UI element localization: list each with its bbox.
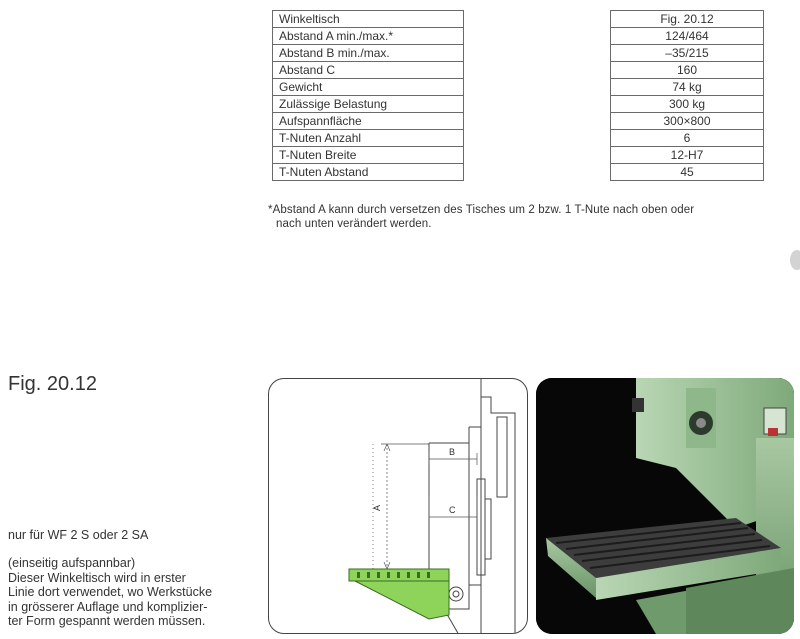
footnote: [268, 203, 788, 231]
page-edge-mark: [790, 250, 800, 270]
spec-gap: [464, 113, 611, 130]
spec-gap: [464, 45, 611, 62]
description-line: ter Form gespannt werden müssen.: [8, 614, 206, 628]
spec-label: Winkeltisch: [273, 11, 464, 28]
spec-value: 124/464: [611, 28, 764, 45]
footnote-line-2: nach unten verändert werden.: [276, 218, 432, 230]
spec-label: Abstand B min./max.: [273, 45, 464, 62]
spec-row: [273, 96, 764, 113]
spec-value: 160: [611, 62, 764, 79]
description-line: (einseitig aufspannbar): [8, 556, 136, 570]
figure-description: [8, 556, 268, 629]
spec-label: T-Nuten Anzahl: [273, 130, 464, 147]
spec-gap: [464, 130, 611, 147]
spec-label: Gewicht: [273, 79, 464, 96]
dimension-label-a: A: [372, 504, 382, 511]
spec-label: Abstand C: [273, 62, 464, 79]
spec-value: 45: [611, 164, 764, 181]
availability-note: nur für WF 2 S oder 2 SA: [8, 528, 149, 542]
machine-photo-svg: [536, 378, 794, 634]
spec-gap: [464, 96, 611, 113]
spec-row: [273, 147, 764, 164]
spec-label: Aufspannfläche: [273, 113, 464, 130]
description-line: Dieser Winkeltisch wird in erster: [8, 570, 186, 585]
footnote-line-1: *Abstand A kann durch versetzen des Tisches um 2 bzw. 1 T-Nute nach oben oder: [268, 204, 695, 216]
angle-table-shape: [349, 569, 449, 619]
spec-gap: [464, 11, 611, 28]
spec-label: T-Nuten Breite: [273, 147, 464, 164]
technical-drawing-svg: [269, 379, 528, 634]
dimension-label-c: C: [449, 505, 456, 515]
description-line: in grösserer Auflage und komplizier-: [8, 599, 208, 614]
spec-row: [273, 164, 764, 181]
spec-row: [273, 11, 764, 28]
spec-row: [273, 113, 764, 130]
dimension-label-b: B: [449, 447, 456, 457]
spec-row: [273, 79, 764, 96]
machine-photo: [536, 378, 794, 634]
spec-gap: [464, 79, 611, 96]
spec-row: [273, 45, 764, 62]
spec-label: T-Nuten Abstand: [273, 164, 464, 181]
spec-value: 300 kg: [611, 96, 764, 113]
spec-label: Zulässige Belastung: [273, 96, 464, 113]
spec-value: 12-H7: [611, 147, 764, 164]
spec-gap: [464, 147, 611, 164]
spec-row: [273, 130, 764, 147]
spec-gap: [464, 28, 611, 45]
spec-gap: [464, 62, 611, 79]
spec-table: [272, 10, 764, 181]
spec-gap: [464, 164, 611, 181]
spec-row: [273, 28, 764, 45]
description-line: Linie dort verwendet, wo Werkstücke: [8, 585, 213, 599]
spec-label: Abstand A min./max.*: [273, 28, 464, 45]
spec-value: 74 kg: [611, 79, 764, 96]
technical-drawing: [268, 378, 528, 634]
spec-row: [273, 62, 764, 79]
spec-value: 6: [611, 130, 764, 147]
spec-value: –35/215: [611, 45, 764, 62]
figure-title: Fig. 20.12: [8, 373, 97, 395]
spec-value: Fig. 20.12: [611, 11, 764, 28]
spec-value: 300×800: [611, 113, 764, 130]
